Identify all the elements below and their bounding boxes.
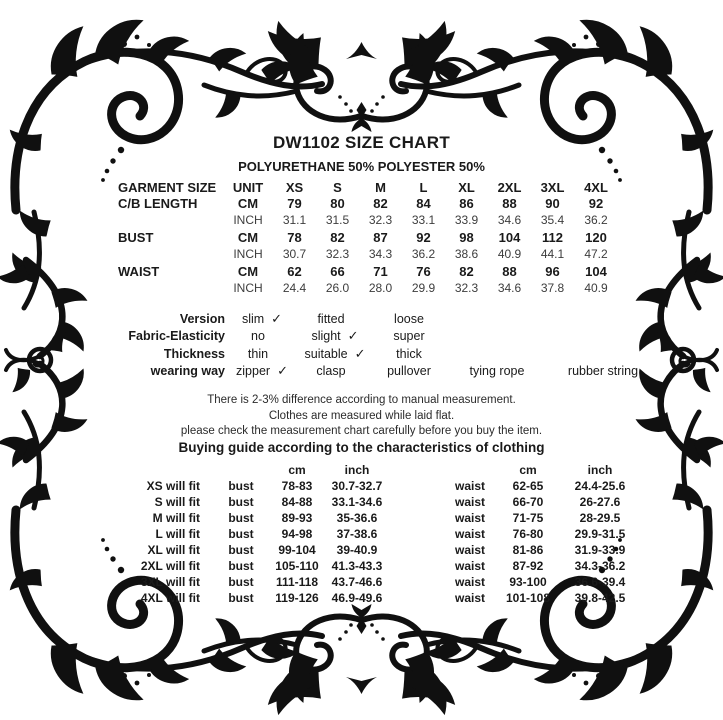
table-row: C/B LENGTH CM 79 80 82 84 86 88 90 92 (118, 196, 604, 211)
attribute-row-elasticity (118, 328, 638, 346)
attribute-option: thin (247, 346, 269, 361)
attribute-option: pullover (387, 364, 431, 379)
attribute-option: tying rope (469, 364, 525, 379)
fabric-composition-subtitle: POLYURETHANE 50% POLYESTER 50% (238, 159, 485, 174)
inch-header: inch (587, 463, 613, 477)
table-row: 2XL will fit bust 105-110 41.3-43.3 waist 87-92 34.3-36.2 (140, 559, 626, 573)
table-row: M will fit bust 89-93 35-36.6 waist 71-75 28-29.5 (152, 511, 621, 525)
check-mark: ✓ (271, 310, 283, 326)
check-mark: ✓ (354, 345, 366, 361)
attribute-option: super (393, 329, 425, 344)
check-mark: ✓ (277, 363, 288, 379)
garment-attributes (118, 310, 638, 380)
measurement-notes (0, 393, 723, 440)
attribute-label: Fabric-Elasticity (128, 329, 225, 344)
attribute-option: slim ✓ (241, 310, 283, 326)
attribute-row-thickness (118, 345, 638, 363)
check-mark: ✓ (347, 328, 359, 344)
note-line: There is 2-3% difference according to manual measurement. (207, 394, 516, 406)
unit-header: UNIT (232, 180, 264, 195)
note-line: Clothes are measured while laid flat. (268, 409, 455, 422)
size-col-3xl: 3XL (540, 180, 565, 195)
attribute-row-version (118, 310, 638, 328)
table-row: WAIST CM 62 66 71 76 82 88 96 104 (118, 264, 607, 279)
attribute-option: rubber string (567, 364, 639, 379)
table-row: S will fit bust 84-88 33.1-34.6 waist 66-70 26-27.6 (154, 495, 621, 509)
table-row: BUST CM 78 82 87 92 98 104 112 120 (118, 230, 607, 245)
note-line: please check the measurement chart carefully before you buy the item. (180, 425, 543, 437)
attribute-option: loose (394, 311, 424, 326)
size-col-s: S (333, 180, 342, 195)
table-row: INCH 31.1 31.5 32.3 33.1 33.9 34.6 35.4 36.2 (233, 213, 608, 227)
cm-header: cm (519, 463, 537, 477)
attribute-row-wearing-way (118, 363, 638, 381)
buying-guide-heading: Buying guide according to the characteristics of clothing (178, 440, 545, 455)
size-col-xl: XL (458, 180, 475, 195)
table-row: INCH 30.7 32.3 34.3 36.2 38.6 40.9 44.1 47.2 (233, 247, 608, 261)
attribute-label: Thickness (163, 346, 225, 361)
table-row: L will fit bust 94-98 37-38.6 waist 76-80 29.9-31.5 (155, 527, 626, 541)
table-row: XS will fit bust 78-83 30.7-32.7 waist 62-65 24.4-25.6 (146, 479, 626, 493)
cm-header: cm (288, 463, 306, 477)
table-row: XL will fit bust 99-104 39-40.9 waist 81-86 31.9-33.9 (147, 543, 626, 557)
guide-header-row (90, 462, 642, 478)
size-col-4xl: 4XL (584, 180, 608, 195)
size-col-m: M (375, 180, 386, 195)
size-col-l: L (419, 180, 428, 195)
attribute-option: thick (396, 346, 422, 361)
garment-size-header: GARMENT SIZE (118, 180, 217, 195)
attribute-option: zipper ✓ (236, 363, 288, 379)
table-row: 3XL will fit bust 111-118 43.7-46.6 waist 93-100 36.6-39.4 (140, 575, 626, 589)
page-title: DW1102 SIZE CHART (272, 133, 451, 152)
size-table-header-row (118, 180, 618, 196)
attribute-option: suitable ✓ (304, 345, 366, 361)
attribute-label: wearing way (150, 364, 225, 379)
buying-guide-table (90, 462, 642, 606)
table-row: 4XL will fit bust 119-126 46.9-49.6 waist 101-108 39.8-42.5 (140, 591, 626, 605)
size-col-xs: XS (285, 180, 304, 195)
size-col-2xl: 2XL (497, 180, 522, 195)
table-row: INCH 24.4 26.0 28.0 29.9 32.3 34.6 37.8 40.9 (233, 281, 608, 295)
attribute-option: no (251, 329, 265, 344)
attribute-option: slight ✓ (311, 328, 359, 344)
attribute-option: fitted (317, 311, 345, 326)
garment-size-table (118, 180, 618, 296)
attribute-label: Version (179, 311, 225, 326)
attribute-option: clasp (316, 364, 346, 379)
inch-header: inch (344, 463, 370, 477)
